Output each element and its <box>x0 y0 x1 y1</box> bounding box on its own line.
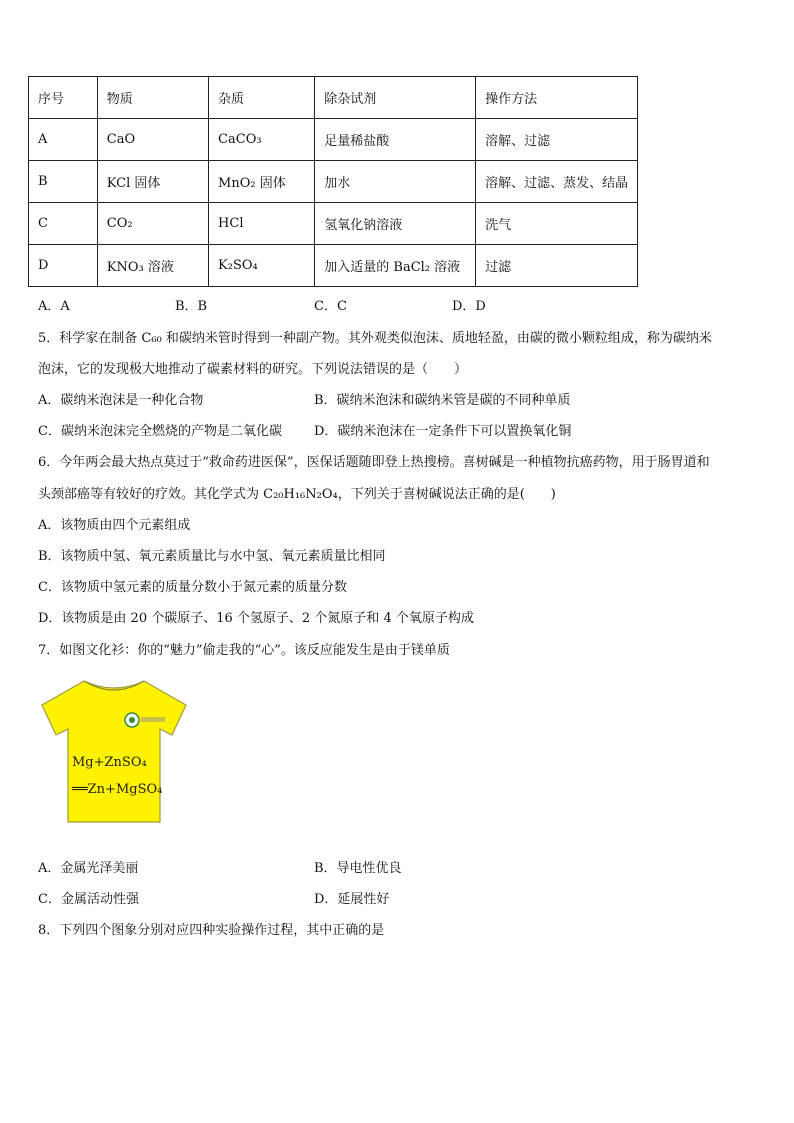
t-shirt-icon <box>40 677 188 824</box>
table-cell: CaCO₃ <box>209 119 315 161</box>
table-cell: B <box>29 161 98 203</box>
table-cell: MnO₂ 固体 <box>209 161 315 203</box>
table-cell: 过滤 <box>476 245 638 287</box>
q8-stem: 8．下列四个图象分别对应四种实验操作过程，其中正确的是 <box>38 923 385 938</box>
q5-option-a[interactable]: A．碳纳米泡沫是一种化合物 <box>38 393 204 408</box>
table-header-cell: 除杂试剂 <box>315 77 476 119</box>
table-header-row <box>29 77 638 119</box>
q7-option-d[interactable]: D．延展性好 <box>314 892 390 907</box>
q7-stem: 7．如图文化衫：你的“魅力”偷走我的“心”。该反应能发生是由于镁单质 <box>38 643 450 658</box>
q7-option-c[interactable]: C．金属活动性强 <box>38 892 139 907</box>
q7-option-b[interactable]: B．导电性优良 <box>314 861 402 876</box>
table-cell: 洗气 <box>476 203 638 245</box>
table-header-cell: 杂质 <box>209 77 315 119</box>
table-cell: HCl <box>209 203 315 245</box>
table-cell: D <box>29 245 98 287</box>
shirt-equation-line1: Mg+ZnSO₄ <box>72 755 147 770</box>
q6-option-a[interactable]: A．该物质由四个元素组成 <box>38 518 191 533</box>
table-cell: 氢氧化钠溶液 <box>315 203 476 245</box>
table-cell: KNO₃ 溶液 <box>97 245 208 287</box>
table-cell: 溶解、过滤 <box>476 119 638 161</box>
q6-option-c[interactable]: C．该物质中氢元素的质量分数小于氮元素的质量分数 <box>38 580 347 595</box>
q6-option-b[interactable]: B．该物质中氢、氧元素质量比与水中氢、氧元素质量比相同 <box>38 549 386 564</box>
impurity-removal-table <box>28 76 638 287</box>
table-header-cell: 操作方法 <box>476 77 638 119</box>
q4-option-b[interactable]: B．B <box>175 299 208 314</box>
q6-stem-line1: 6．今年两会最大热点莫过于“救命药进医保”，医保话题随即登上热搜榜。喜树碱是一种植物抗癌药物，用于肠胃道和 <box>38 455 710 470</box>
q5-option-c[interactable]: C．碳纳米泡沫完全燃烧的产物是二氧化碳 <box>38 424 282 439</box>
q5-option-d[interactable]: D．碳纳米泡沫在一定条件下可以置换氧化铜 <box>314 424 572 439</box>
table-header-cell: 物质 <box>97 77 208 119</box>
table-cell: CO₂ <box>97 203 208 245</box>
table-row <box>29 161 638 203</box>
table-cell: A <box>29 119 98 161</box>
q4-option-a[interactable]: A．A <box>38 299 70 314</box>
q4-option-c[interactable]: C．C <box>314 299 347 314</box>
t-shirt-figure <box>40 677 188 824</box>
q4-option-d[interactable]: D．D <box>452 299 486 314</box>
q5-stem-line2: 泡沫，它的发现极大地推动了碳素材料的研究。下列说法错误的是（ ） <box>38 362 468 377</box>
table-cell: 加入适量的 BaCl₂ 溶液 <box>315 245 476 287</box>
table-cell: CaO <box>97 119 208 161</box>
q5-option-b[interactable]: B．碳纳米泡沫和碳纳米管是碳的不同种单质 <box>314 393 571 408</box>
table-cell: KCl 固体 <box>97 161 208 203</box>
q5-stem-line1: 5．科学家在制备 C₆₀ 和碳纳米管时得到一种副产物。其外观类似泡沫、质地轻盈，由碳的微小颗粒组成，称为碳纳米 <box>38 331 712 346</box>
q6-option-d[interactable]: D．该物质是由 20 个碳原子、16 个氢原子、2 个氮原子和 4 个氧原子构成 <box>38 611 474 626</box>
q7-option-a[interactable]: A．金属光泽美丽 <box>38 861 139 876</box>
shirt-equation-line2: ══Zn+MgSO₄ <box>72 782 163 797</box>
table-cell: 足量稀盐酸 <box>315 119 476 161</box>
table-row <box>29 203 638 245</box>
table-cell: 溶解、过滤、蒸发、结晶 <box>476 161 638 203</box>
table-cell: K₂SO₄ <box>209 245 315 287</box>
table-cell: 加水 <box>315 161 476 203</box>
table-row <box>29 245 638 287</box>
table-cell: C <box>29 203 98 245</box>
q6-stem-line2: 头颈部癌等有较好的疗效。其化学式为 C₂₀H₁₆N₂O₄，下列关于喜树碱说法正确的是( ) <box>38 487 556 502</box>
table-row <box>29 119 638 161</box>
table-header-cell: 序号 <box>29 77 98 119</box>
